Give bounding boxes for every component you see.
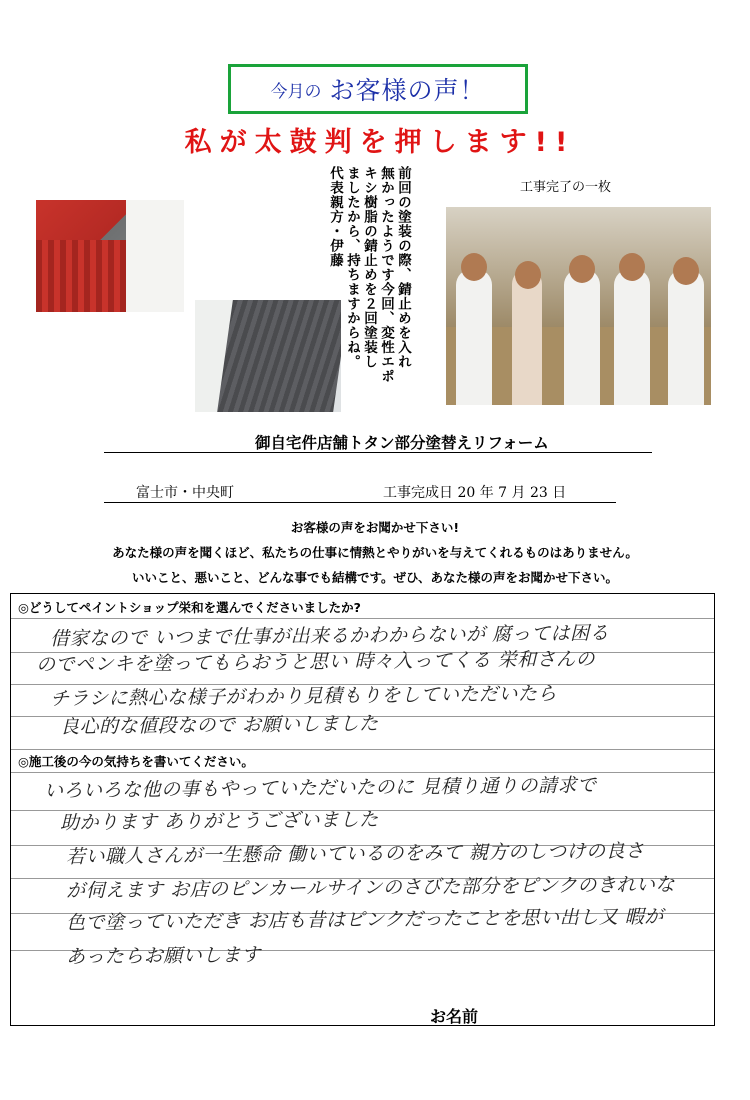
worker-3-head <box>619 253 645 281</box>
ruled-line <box>11 749 714 750</box>
worker-4 <box>668 269 704 405</box>
story-line-4: ましたから、持ちますからね。 <box>344 166 360 369</box>
corrugated-roof <box>217 300 341 412</box>
answer-2-line-4: が伺えます お店のピンカールサインのさびた部分をピンクのきれいな <box>65 873 676 902</box>
name-field-label: お名前 <box>430 1007 479 1026</box>
service-title: 御自宅件店舗トタン部分塗替えリフォーム <box>255 433 549 452</box>
date-underline <box>104 502 616 503</box>
service-underline <box>104 452 652 453</box>
roof-painting-photo <box>36 200 184 312</box>
worker-2 <box>564 269 600 405</box>
completion-date: 工事完成日 20 年 7 月 23 日 <box>383 485 567 501</box>
story-line-1: 前回の塗装の際、錆止めを入れ <box>395 166 411 369</box>
story-signature: 代表親方・伊藤 <box>327 166 343 268</box>
answer-2-line-2: 助かります ありがとうございました <box>59 808 379 834</box>
customer <box>512 269 542 405</box>
customer-head <box>515 261 541 289</box>
question-2: ◎施工後の今の気持ちを書いてください。 <box>18 754 254 769</box>
answer-2-line-5: 色で塗っていただき お店も昔はピンクだったことを思い出し又 暇が <box>65 905 664 934</box>
story-line-3: キシ樹脂の錆止めを２回塗装し <box>361 166 377 369</box>
worker-1 <box>456 269 492 405</box>
location: 富士市・中央町 <box>136 485 234 501</box>
answer-1-line-3: チラシに熱心な様子がわかり見積もりをしていただいたら <box>49 682 558 710</box>
banner-title: お客様の声！ <box>329 76 486 105</box>
worker-3 <box>614 269 650 405</box>
painted-roof-photo <box>195 300 341 412</box>
banner-prefix: 今月の <box>270 81 322 102</box>
intro-line-3: いいこと、悪いこと、どんな事でも結構です。ぜひ、あなた様の声をお聞かせ下さい。 <box>131 570 618 585</box>
story-line-2: 無かったようです今回、変性エポ <box>378 166 394 384</box>
worker-4-head <box>673 257 699 285</box>
answer-1-line-2: のでペンキを塗ってもらおうと思い 時々入ってくる 栄和さんの <box>35 648 596 676</box>
monthly-voice-banner <box>228 64 528 114</box>
intro-line-2: あなた様の声を聞くほど、私たちの仕事に情熱とやりがいを与えてくれるものはありません。 <box>112 545 638 560</box>
answer-2-line-1: いろいろな他の事もやっていただいたのに 見積り通りの請求で <box>43 774 597 802</box>
question-1: ◎どうしてペイントショップ栄和を選んでくださいましたか? <box>18 600 361 615</box>
painter-figure <box>126 200 184 312</box>
answer-2-line-6: あったらお願いします <box>65 943 261 968</box>
team-photo <box>446 207 711 405</box>
worker-2-head <box>569 255 595 283</box>
photo-caption: 工事完了の一枚 <box>520 180 612 195</box>
answer-1-line-1: 借家なので いつまで仕事が出来るかわからないが 腐っては困る <box>49 622 610 650</box>
worker-1-head <box>461 253 487 281</box>
roof-stripes <box>36 240 126 312</box>
answer-2-line-3: 若い職人さんが一生懸命 働いているのをみて 親方のしつけの良さ <box>65 839 645 868</box>
answer-1-line-4: 良心的な値段なので お願いしました <box>59 712 379 738</box>
intro-line-1: お客様の声をお聞かせ下さい! <box>290 520 460 535</box>
headline: 私が太鼓判を押します!! <box>184 127 576 158</box>
